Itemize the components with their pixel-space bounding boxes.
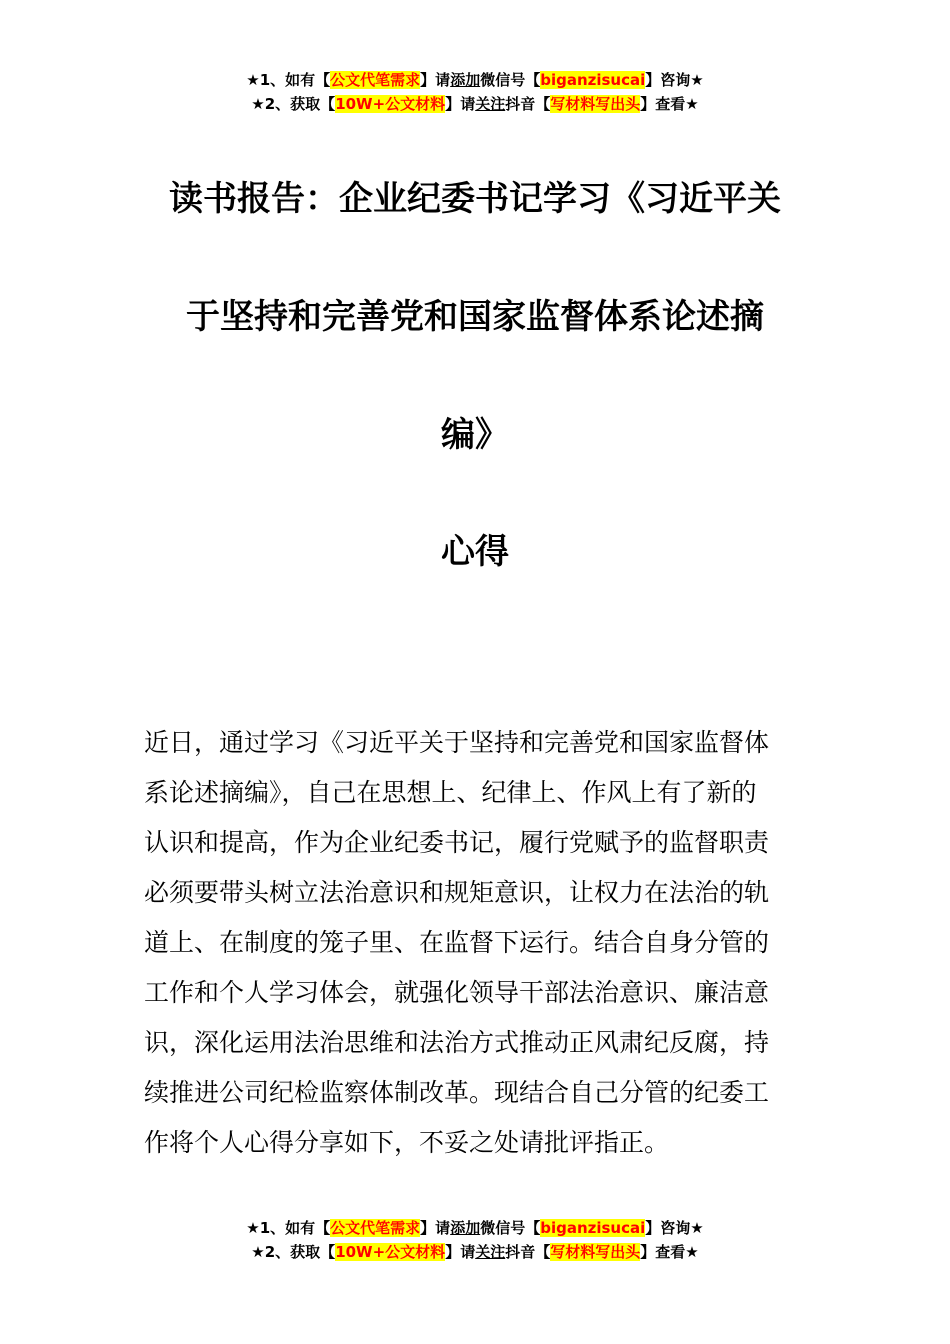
promo-line-2-highlight-douyin: 写材料写出头	[550, 95, 641, 113]
promo-line-1-prefix: ★1、如有【	[246, 71, 331, 89]
body-line: 道上、在制度的笼子里、在监督下运行。结合自身分管的	[144, 928, 770, 957]
promo-line-2-underline: 关注	[475, 95, 506, 113]
body-line: 作将个人心得分享如下，不妥之处请批评指正。	[144, 1128, 670, 1157]
body-line: 续推进公司纪检监察体制改革。现结合自己分管的纪委工	[144, 1078, 770, 1107]
title-line-3: 编》	[441, 415, 509, 455]
promo-line-1-mid2: 微信号【	[480, 71, 541, 89]
footer-promo-line-2-underline: 关注	[475, 1243, 506, 1261]
footer-promo-line-2-highlight-materials: 10W+公文材料	[335, 1243, 446, 1261]
promo-line-2	[0, 92, 950, 116]
footer-promo-line-2-mid2: 抖音【	[505, 1243, 551, 1261]
title-line-1: 读书报告：企业纪委书记学习《习近平关	[169, 179, 781, 219]
footer-promo-line-2-prefix: ★2、获取【	[251, 1243, 336, 1261]
footer-promo-line-1-highlight-wechat: biganzisucai	[540, 1219, 646, 1237]
body-line: 必须要带头树立法治意识和规矩意识，让权力在法治的轨	[144, 878, 770, 907]
footer-promo-line-2-suffix: 】查看★	[640, 1243, 699, 1261]
promo-line-1	[0, 68, 950, 92]
footer-promo-line-1-highlight-service: 公文代笔需求	[330, 1219, 421, 1237]
body-line: 工作和个人学习体会，就强化领导干部法治意识、廉洁意	[144, 978, 770, 1007]
footer-promo-line-2	[0, 1240, 950, 1264]
promo-line-2-prefix: ★2、获取【	[251, 95, 336, 113]
promo-line-2-mid2: 抖音【	[505, 95, 551, 113]
body-paragraph	[144, 718, 808, 1168]
footer-promo-line-2-mid: 】请	[445, 1243, 476, 1261]
promo-line-1-highlight-wechat: biganzisucai	[540, 71, 646, 89]
body-line: 近日，通过学习《习近平关于坚持和完善党和国家监督体	[144, 728, 770, 757]
footer-promo-line-1	[0, 1216, 950, 1240]
body-line: 识，深化运用法治思维和法治方式推动正风肃纪反腐，持	[144, 1028, 770, 1057]
promo-line-1-mid: 】请	[420, 71, 451, 89]
promo-line-2-suffix: 】查看★	[640, 95, 699, 113]
promo-line-2-mid: 】请	[445, 95, 476, 113]
title-line-2: 于坚持和完善党和国家监督体系论述摘	[186, 297, 764, 337]
document-title	[0, 140, 950, 494]
promo-line-1-suffix: 】咨询★	[645, 71, 704, 89]
footer-promo-line-1-prefix: ★1、如有【	[246, 1219, 331, 1237]
body-line: 认识和提高，作为企业纪委书记，履行党赋予的监督职责	[144, 828, 770, 857]
footer-promo-line-2-highlight-douyin: 写材料写出头	[550, 1243, 641, 1261]
promo-line-2-highlight-materials: 10W+公文材料	[335, 95, 446, 113]
footer-promo-line-1-mid: 】请	[420, 1219, 451, 1237]
body-line: 系论述摘编》，自己在思想上、纪律上、作风上有了新的	[144, 778, 757, 807]
header-promo-banner	[0, 68, 950, 116]
promo-line-1-underline: 添加	[450, 71, 481, 89]
footer-promo-banner	[0, 1216, 950, 1264]
document-subtitle: 心得	[441, 532, 509, 572]
footer-promo-line-1-suffix: 】咨询★	[645, 1219, 704, 1237]
footer-promo-line-1-underline: 添加	[450, 1219, 481, 1237]
footer-promo-line-1-mid2: 微信号【	[480, 1219, 541, 1237]
promo-line-1-highlight-service: 公文代笔需求	[330, 71, 421, 89]
